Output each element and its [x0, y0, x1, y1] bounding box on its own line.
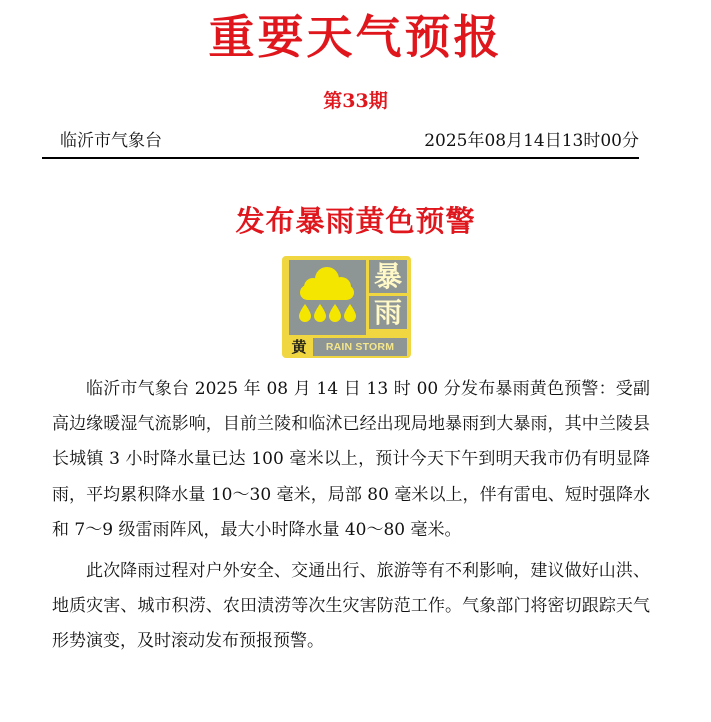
issuing-agency: 临沂市气象台	[60, 131, 162, 151]
body-paragraph-1: 临沂市气象台 2025 年 08 月 14 日 13 时 00 分发布暴雨黄色预警：受副高边缘暖湿气流影响，目前兰陵和临沭已经出现局地暴雨到大暴雨，其中兰陵县长城镇 3 小时降水量已达 100 毫米以上，预计今天下午到明天我市仍有明显降雨，平均累积降水量 10～30 毫米，局部 80 毫米以上，伴有雷电、短时强降水和 7～9 级雷雨阵风，最大小时降水量 40～80 毫米。	[52, 379, 650, 540]
document-title: 重要天气预报	[208, 10, 503, 64]
icon-char-top: 暴	[369, 260, 407, 293]
body-paragraph-2: 此次降雨过程对户外安全、交通出行、旅游等有不利影响，建议做好山洪、地质灾害、城市积涝、农田渍涝等次生灾害防范工作。气象部门将密切跟踪天气形势演变，及时滚动发布预报预警。	[52, 561, 650, 652]
issue-number: 第33期	[323, 90, 388, 112]
rainstorm-yellow-warning-icon	[282, 256, 411, 358]
icon-char-bottom: 雨	[369, 296, 407, 329]
rainstorm-english-label: RAIN STORM	[313, 338, 407, 356]
warning-level-label: 黄	[291, 338, 307, 356]
warning-body	[52, 372, 650, 660]
warning-title: 发布暴雨黄色预警	[235, 204, 476, 238]
issue-datetime: 2025年08月14日13时00分	[424, 131, 639, 151]
header-divider	[42, 157, 639, 159]
cloud-rain-icon	[289, 260, 366, 335]
